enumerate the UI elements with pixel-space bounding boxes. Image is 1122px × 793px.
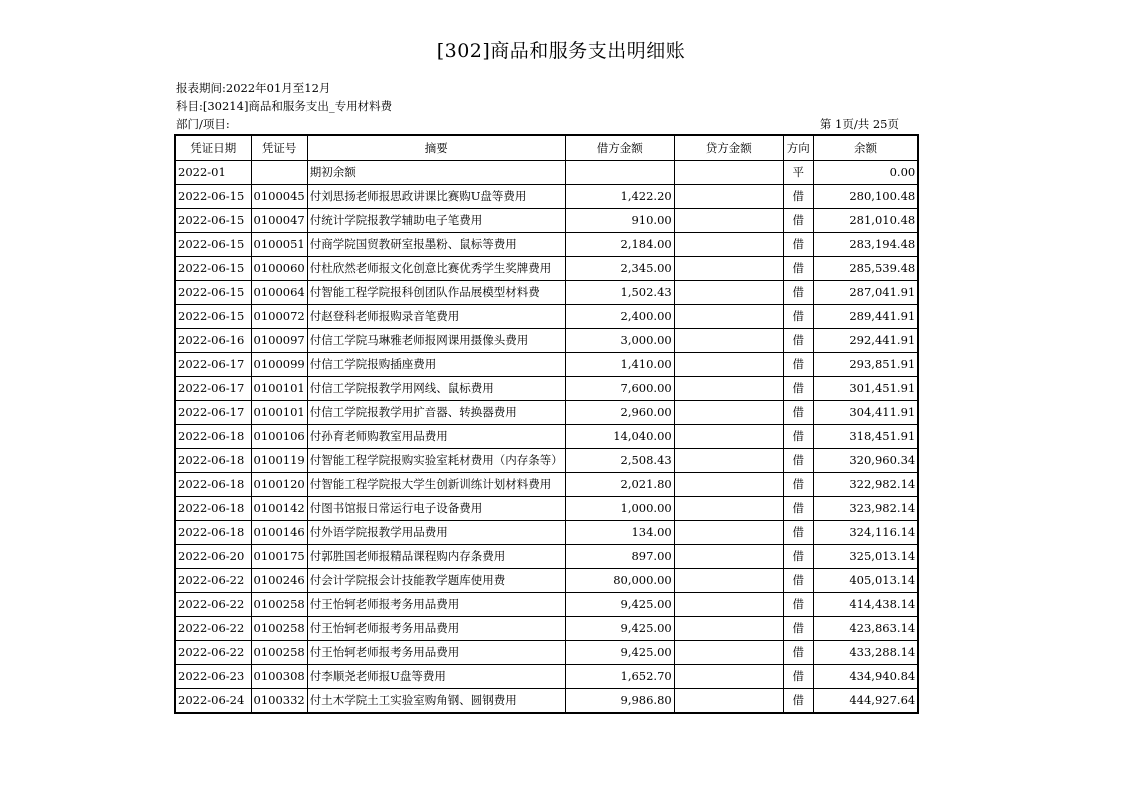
cell-direction: 借	[783, 665, 813, 689]
cell-voucher: 0100119	[251, 449, 307, 473]
cell-summary: 付信工学院报教学用网线、鼠标费用	[307, 377, 565, 401]
cell-date: 2022-06-18	[175, 473, 251, 497]
cell-summary: 付信工学院马琳雅老师报网课用摄像头费用	[307, 329, 565, 353]
cell-voucher: 0100175	[251, 545, 307, 569]
cell-balance: 281,010.48	[813, 209, 918, 233]
cell-date: 2022-06-15	[175, 257, 251, 281]
cell-credit	[674, 377, 783, 401]
cell-voucher: 0100246	[251, 569, 307, 593]
cell-direction: 借	[783, 545, 813, 569]
cell-balance: 0.00	[813, 161, 918, 185]
cell-direction: 借	[783, 617, 813, 641]
cell-date: 2022-06-22	[175, 617, 251, 641]
cell-debit: 1,502.43	[565, 281, 674, 305]
cell-balance: 285,539.48	[813, 257, 918, 281]
cell-credit	[674, 209, 783, 233]
cell-debit: 9,425.00	[565, 641, 674, 665]
cell-summary: 付刘思扬老师报思政讲课比赛购U盘等费用	[307, 185, 565, 209]
cell-direction: 借	[783, 353, 813, 377]
cell-balance: 414,438.14	[813, 593, 918, 617]
cell-voucher: 0100258	[251, 617, 307, 641]
cell-voucher: 0100045	[251, 185, 307, 209]
cell-date: 2022-06-22	[175, 593, 251, 617]
cell-debit: 2,021.80	[565, 473, 674, 497]
cell-credit	[674, 641, 783, 665]
cell-date: 2022-06-18	[175, 521, 251, 545]
cell-summary: 付智能工程学院报科创团队作品展模型材料费	[307, 281, 565, 305]
cell-summary: 付郭胜国老师报精品课程购内存条费用	[307, 545, 565, 569]
cell-date: 2022-06-24	[175, 689, 251, 714]
cell-summary: 付智能工程学院报大学生创新训练计划材料费用	[307, 473, 565, 497]
table-row	[175, 185, 918, 209]
cell-date: 2022-06-15	[175, 209, 251, 233]
cell-balance: 287,041.91	[813, 281, 918, 305]
cell-balance: 434,940.84	[813, 665, 918, 689]
header-debit: 借方金额	[565, 135, 674, 161]
cell-credit	[674, 545, 783, 569]
cell-date: 2022-06-18	[175, 425, 251, 449]
cell-date: 2022-06-17	[175, 377, 251, 401]
cell-summary: 付会计学院报会计技能教学题库使用费	[307, 569, 565, 593]
cell-credit	[674, 401, 783, 425]
cell-summary: 付王怡轲老师报考务用品费用	[307, 593, 565, 617]
cell-credit	[674, 593, 783, 617]
cell-credit	[674, 329, 783, 353]
cell-date: 2022-06-18	[175, 449, 251, 473]
cell-voucher: 0100060	[251, 257, 307, 281]
table-row	[175, 593, 918, 617]
cell-direction: 平	[783, 161, 813, 185]
cell-debit: 2,960.00	[565, 401, 674, 425]
cell-direction: 借	[783, 689, 813, 714]
table-row	[175, 617, 918, 641]
ledger-body	[175, 161, 918, 714]
header-balance: 余额	[813, 135, 918, 161]
cell-balance: 423,863.14	[813, 617, 918, 641]
table-row	[175, 305, 918, 329]
ledger-header	[175, 135, 918, 161]
table-row	[175, 569, 918, 593]
table-row	[175, 353, 918, 377]
cell-balance: 444,927.64	[813, 689, 918, 714]
table-row	[175, 497, 918, 521]
cell-date: 2022-06-23	[175, 665, 251, 689]
cell-debit: 2,508.43	[565, 449, 674, 473]
cell-debit: 3,000.00	[565, 329, 674, 353]
cell-direction: 借	[783, 377, 813, 401]
cell-debit: 2,345.00	[565, 257, 674, 281]
cell-debit: 910.00	[565, 209, 674, 233]
cell-direction: 借	[783, 521, 813, 545]
cell-direction: 借	[783, 233, 813, 257]
cell-summary: 付李顺尧老师报U盘等费用	[307, 665, 565, 689]
cell-voucher: 0100051	[251, 233, 307, 257]
table-row	[175, 449, 918, 473]
cell-summary: 付杜欣然老师报文化创意比赛优秀学生奖牌费用	[307, 257, 565, 281]
cell-voucher: 0100047	[251, 209, 307, 233]
cell-summary: 付王怡轲老师报考务用品费用	[307, 617, 565, 641]
cell-balance: 280,100.48	[813, 185, 918, 209]
cell-balance: 323,982.14	[813, 497, 918, 521]
cell-direction: 借	[783, 425, 813, 449]
report-subject: 科目:[30214]商品和服务支出_专用材料费	[176, 99, 393, 113]
header-row	[175, 135, 918, 161]
cell-summary: 期初余额	[307, 161, 565, 185]
cell-debit: 1,652.70	[565, 665, 674, 689]
cell-direction: 借	[783, 329, 813, 353]
cell-credit	[674, 449, 783, 473]
cell-balance: 301,451.91	[813, 377, 918, 401]
cell-direction: 借	[783, 473, 813, 497]
cell-debit: 14,040.00	[565, 425, 674, 449]
header-voucher: 凭证号	[251, 135, 307, 161]
cell-voucher: 0100146	[251, 521, 307, 545]
cell-voucher: 0100308	[251, 665, 307, 689]
cell-credit	[674, 521, 783, 545]
cell-date: 2022-06-22	[175, 641, 251, 665]
cell-debit: 1,410.00	[565, 353, 674, 377]
cell-voucher: 0100099	[251, 353, 307, 377]
table-row	[175, 329, 918, 353]
cell-balance: 304,411.91	[813, 401, 918, 425]
table-row	[175, 545, 918, 569]
table-row	[175, 209, 918, 233]
cell-summary: 付土木学院土工实验室购角钢、圆钢费用	[307, 689, 565, 714]
cell-summary: 付赵登科老师报购录音笔费用	[307, 305, 565, 329]
header-credit: 贷方金额	[674, 135, 783, 161]
cell-debit: 2,400.00	[565, 305, 674, 329]
cell-debit: 9,425.00	[565, 617, 674, 641]
cell-date: 2022-06-15	[175, 281, 251, 305]
cell-summary: 付外语学院报教学用品费用	[307, 521, 565, 545]
cell-voucher: 0100258	[251, 593, 307, 617]
page-indicator: 第 1页/共 25页	[819, 117, 899, 131]
cell-summary: 付信工学院报教学用扩音器、转换器费用	[307, 401, 565, 425]
cell-voucher: 0100101	[251, 401, 307, 425]
cell-direction: 借	[783, 569, 813, 593]
cell-credit	[674, 257, 783, 281]
table-row	[175, 473, 918, 497]
cell-summary: 付王怡轲老师报考务用品费用	[307, 641, 565, 665]
cell-date: 2022-06-22	[175, 569, 251, 593]
cell-direction: 借	[783, 593, 813, 617]
cell-direction: 借	[783, 257, 813, 281]
cell-balance: 293,851.91	[813, 353, 918, 377]
table-row	[175, 641, 918, 665]
cell-credit	[674, 617, 783, 641]
table-row	[175, 161, 918, 185]
cell-date: 2022-06-17	[175, 353, 251, 377]
cell-credit	[674, 569, 783, 593]
cell-debit: 7,600.00	[565, 377, 674, 401]
header-direction: 方向	[783, 135, 813, 161]
cell-date: 2022-06-18	[175, 497, 251, 521]
cell-voucher: 0100106	[251, 425, 307, 449]
cell-debit: 9,986.80	[565, 689, 674, 714]
table-row	[175, 689, 918, 714]
header-summary: 摘要	[307, 135, 565, 161]
cell-debit	[565, 161, 674, 185]
cell-credit	[674, 281, 783, 305]
cell-credit	[674, 305, 783, 329]
cell-date: 2022-06-15	[175, 185, 251, 209]
cell-balance: 289,441.91	[813, 305, 918, 329]
cell-voucher: 0100142	[251, 497, 307, 521]
table-row	[175, 521, 918, 545]
table-row	[175, 257, 918, 281]
cell-voucher: 0100120	[251, 473, 307, 497]
cell-direction: 借	[783, 401, 813, 425]
cell-direction: 借	[783, 281, 813, 305]
cell-credit	[674, 665, 783, 689]
cell-direction: 借	[783, 497, 813, 521]
cell-balance: 320,960.34	[813, 449, 918, 473]
ledger-table	[174, 134, 919, 714]
report-period: 报表期间:2022年01月至12月	[176, 81, 331, 95]
cell-date: 2022-06-15	[175, 305, 251, 329]
cell-date: 2022-01	[175, 161, 251, 185]
table-row	[175, 233, 918, 257]
cell-summary: 付孙育老师购教室用品费用	[307, 425, 565, 449]
cell-direction: 借	[783, 185, 813, 209]
cell-voucher: 0100332	[251, 689, 307, 714]
cell-voucher: 0100101	[251, 377, 307, 401]
cell-date: 2022-06-20	[175, 545, 251, 569]
report-department: 部门/项目:	[176, 117, 230, 131]
cell-date: 2022-06-16	[175, 329, 251, 353]
cell-summary: 付信工学院报购插座费用	[307, 353, 565, 377]
cell-credit	[674, 689, 783, 714]
cell-debit: 9,425.00	[565, 593, 674, 617]
cell-debit: 2,184.00	[565, 233, 674, 257]
cell-credit	[674, 497, 783, 521]
table-row	[175, 665, 918, 689]
cell-credit	[674, 353, 783, 377]
cell-balance: 292,441.91	[813, 329, 918, 353]
report-title: [302]商品和服务支出明细账	[436, 40, 686, 62]
table-row	[175, 377, 918, 401]
cell-balance: 433,288.14	[813, 641, 918, 665]
cell-direction: 借	[783, 305, 813, 329]
cell-credit	[674, 425, 783, 449]
header-date: 凭证日期	[175, 135, 251, 161]
table-row	[175, 425, 918, 449]
cell-balance: 283,194.48	[813, 233, 918, 257]
cell-voucher: 0100097	[251, 329, 307, 353]
cell-voucher: 0100258	[251, 641, 307, 665]
cell-voucher: 0100072	[251, 305, 307, 329]
cell-direction: 借	[783, 449, 813, 473]
cell-summary: 付图书馆报日常运行电子设备费用	[307, 497, 565, 521]
cell-credit	[674, 161, 783, 185]
cell-debit: 1,422.20	[565, 185, 674, 209]
cell-debit: 1,000.00	[565, 497, 674, 521]
cell-summary: 付统计学院报教学辅助电子笔费用	[307, 209, 565, 233]
cell-balance: 325,013.14	[813, 545, 918, 569]
cell-credit	[674, 185, 783, 209]
cell-summary: 付商学院国贸教研室报墨粉、鼠标等费用	[307, 233, 565, 257]
cell-balance: 318,451.91	[813, 425, 918, 449]
cell-date: 2022-06-17	[175, 401, 251, 425]
cell-voucher	[251, 161, 307, 185]
cell-direction: 借	[783, 641, 813, 665]
cell-debit: 134.00	[565, 521, 674, 545]
cell-debit: 897.00	[565, 545, 674, 569]
cell-summary: 付智能工程学院报购实验室耗材费用（内存条等）	[307, 449, 565, 473]
cell-balance: 322,982.14	[813, 473, 918, 497]
cell-credit	[674, 233, 783, 257]
cell-credit	[674, 473, 783, 497]
cell-balance: 405,013.14	[813, 569, 918, 593]
cell-debit: 80,000.00	[565, 569, 674, 593]
cell-voucher: 0100064	[251, 281, 307, 305]
cell-date: 2022-06-15	[175, 233, 251, 257]
table-row	[175, 401, 918, 425]
cell-direction: 借	[783, 209, 813, 233]
table-row	[175, 281, 918, 305]
cell-balance: 324,116.14	[813, 521, 918, 545]
